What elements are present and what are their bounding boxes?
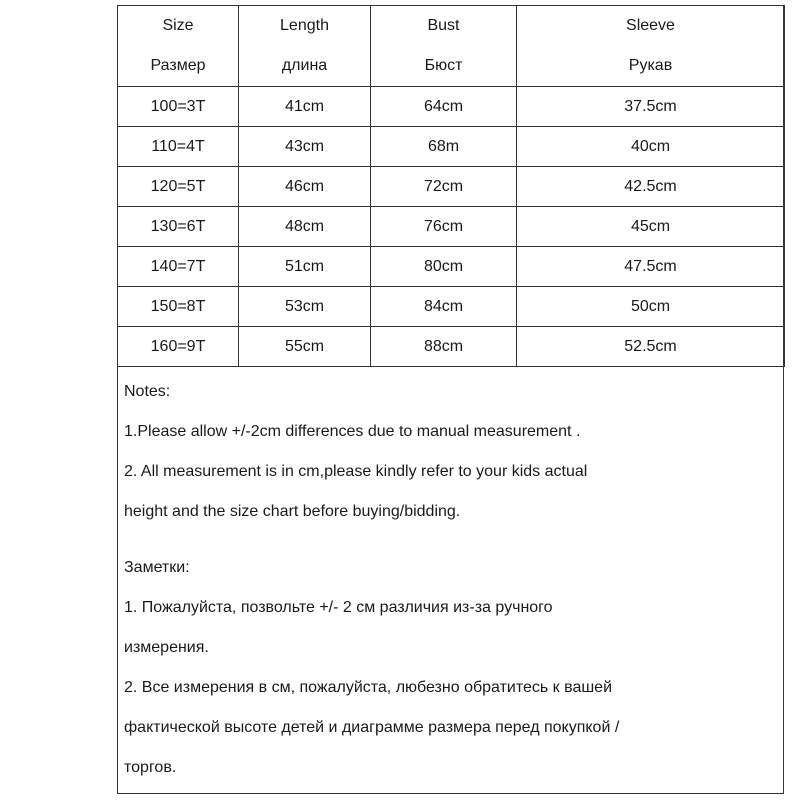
header-sleeve-ru: Рукав [628, 57, 673, 74]
header-size-ru: Размер [150, 57, 206, 74]
cell-size: 110=4T [118, 127, 239, 167]
note-ru-1-line-2: измерения. [124, 639, 209, 656]
note-en-1: 1.Please allow +/-2cm differences due to manual measurement . [124, 423, 581, 440]
cell-length: 43cm [239, 127, 371, 167]
header-bust-en: Bust [427, 17, 460, 34]
header-sleeve [517, 6, 785, 87]
cell-length: 48cm [239, 207, 371, 247]
table-row [118, 207, 785, 247]
notes-title-ru: Заметки: [124, 559, 190, 576]
cell-sleeve: 37.5cm [517, 87, 785, 127]
cell-size: 140=7T [118, 247, 239, 287]
cell-size: 130=6T [118, 207, 239, 247]
note-ru-2-line-1: 2. Все измерения в см, пожалуйста, любезно обратитесь к вашей [124, 679, 613, 696]
table-row [118, 247, 785, 287]
table-row [118, 87, 785, 127]
note-ru-2-line-3: торгов. [124, 759, 177, 776]
table-row [118, 327, 785, 367]
cell-length: 51cm [239, 247, 371, 287]
cell-length: 41cm [239, 87, 371, 127]
table-row [118, 127, 785, 167]
notes-section [124, 372, 774, 788]
header-length-en: Length [280, 17, 329, 34]
cell-bust: 80cm [371, 247, 517, 287]
cell-bust: 84cm [371, 287, 517, 327]
cell-sleeve: 45cm [517, 207, 785, 247]
cell-sleeve: 42.5cm [517, 167, 785, 207]
header-length [239, 6, 371, 87]
cell-length: 55cm [239, 327, 371, 367]
cell-bust: 88cm [371, 327, 517, 367]
cell-bust: 68m [371, 127, 517, 167]
notes-spacer [124, 532, 774, 548]
table-header-row [118, 6, 785, 87]
cell-sleeve: 52.5cm [517, 327, 785, 367]
note-ru-1-line-1: 1. Пожалуйста, позвольте +/- 2 см различия из-за ручного [124, 599, 553, 616]
cell-bust: 72cm [371, 167, 517, 207]
header-size-en: Size [162, 17, 194, 34]
size-chart-table [117, 5, 785, 367]
cell-length: 46cm [239, 167, 371, 207]
note-en-2-line-1: 2. All measurement is in cm,please kindly refer to your kids actual [124, 463, 588, 480]
cell-size: 120=5T [118, 167, 239, 207]
header-sleeve-en: Sleeve [626, 17, 675, 34]
table-row [118, 287, 785, 327]
notes-title-en: Notes: [124, 383, 171, 400]
note-ru-2-line-2: фактической высоте детей и диаграмме размера перед покупкой / [124, 719, 620, 736]
cell-size: 150=8T [118, 287, 239, 327]
cell-sleeve: 47.5cm [517, 247, 785, 287]
cell-bust: 64cm [371, 87, 517, 127]
cell-length: 53cm [239, 287, 371, 327]
header-size [118, 6, 239, 87]
cell-size: 100=3T [118, 87, 239, 127]
cell-size: 160=9T [118, 327, 239, 367]
header-length-ru: длина [281, 57, 328, 74]
note-en-2-line-2: height and the size chart before buying/bidding. [124, 503, 461, 520]
header-bust [371, 6, 517, 87]
cell-sleeve: 40cm [517, 127, 785, 167]
cell-bust: 76cm [371, 207, 517, 247]
header-bust-ru: Бюст [424, 57, 463, 74]
cell-sleeve: 50cm [517, 287, 785, 327]
table-row [118, 167, 785, 207]
